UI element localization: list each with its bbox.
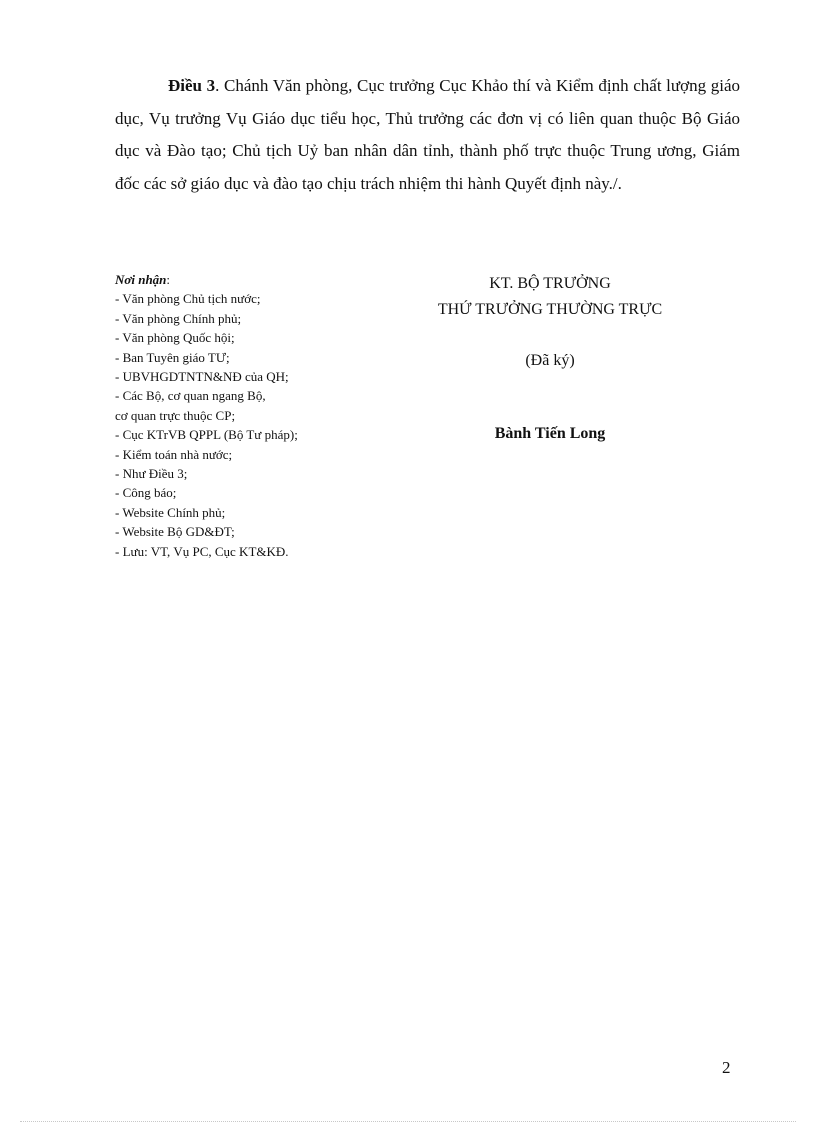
signature-block [400,271,700,444]
recipients-title-colon: : [166,272,171,287]
recipients-list [115,289,415,561]
recipient-item: - Văn phòng Quốc hội; [115,330,235,346]
recipient-item: - UBVHGDTNTN&NĐ của QH; [115,369,289,385]
article-label: Điều 3 [168,76,216,95]
recipient-item: - Văn phòng Chính phủ; [115,310,242,326]
recipient-item: - Các Bộ, cơ quan ngang Bộ, [115,388,266,404]
recipient-item: - Văn phòng Chủ tịch nước; [115,291,261,307]
recipient-item: - Website Chính phủ; [115,504,226,520]
page-bottom-divider [20,1121,796,1122]
recipient-item: - Ban Tuyên giáo TƯ; [115,349,230,365]
recipients-block [115,270,415,561]
recipient-item: - Kiểm toán nhà nước; [115,446,233,462]
recipient-item: - Lưu: VT, Vụ PC, Cục KT&KĐ. [115,543,289,559]
signature-authority: KT. BỘ TRƯỞNG [489,275,611,292]
page-number: 2 [722,1058,731,1077]
recipients-heading [115,270,415,289]
recipients-title: Nơi nhận [115,272,167,287]
signature-signed-note: (Đã ký) [525,352,575,369]
signature-title: THỨ TRƯỞNG THƯỜNG TRỰC [437,301,663,318]
recipient-item: - Website Bộ GD&ĐT; [115,524,235,540]
recipient-item: - Như Điều 3; [115,466,188,482]
article-paragraph [115,70,740,200]
signer-name: Bành Tiến Long [494,425,606,442]
recipient-item: cơ quan trực thuộc CP; [115,407,236,423]
article-text: . Chánh Văn phòng, Cục trưởng Cục Khảo thí và Kiểm định chất lượng giáo dục, Vụ trưởng Vụ Giáo dục tiểu học, Thủ trưởng các đơn vị có liên quan thuộc Bộ Giáo dục và Đào tạo; Chủ tịch Uỷ ban nhân dân tỉnh, thành phố trực thuộc Trung ương, Giám đốc các sở giáo dục và đào tạo chịu trách nhiệm thi hành Quyết định này./. [115,76,741,193]
recipient-item: - Cục KTrVB QPPL (Bộ Tư pháp); [115,427,298,443]
recipient-item: - Công báo; [115,485,177,501]
